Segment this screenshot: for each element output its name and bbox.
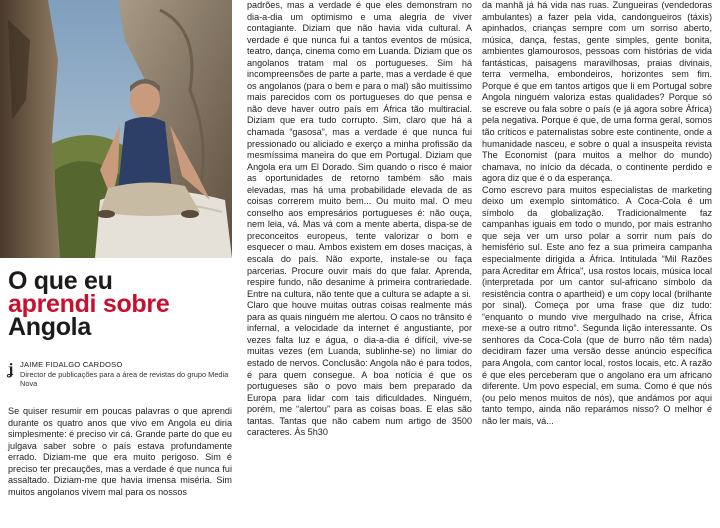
article-column-1 bbox=[8, 406, 232, 498]
paragraph: Se quiser resumir em poucas palavras o que aprendi durante os quatro anos que vivo em Angola eu diria simplesmente: é preciso vir cá. Grande parte do que eu julgava saber sobre o país estava profundamente errado. Diziam-me que era muito perigoso. Sim é preciso ter precauções, mas a verdade é que nunca fui assaltado. Diziam-me que havia imensa miséria. Sim muitos angolanos vivem mal para os nossos bbox=[8, 406, 232, 497]
headline-line-1: O que eu bbox=[8, 267, 113, 295]
headline-line-3: Angola bbox=[8, 313, 91, 341]
paragraph: da manhã já há vida nas ruas. Zungueiras (vendedoras ambulantes) a fazer pela vida, candongueiros (táxis) apinhados, crianças sempre com um sorriso aberto, música, dança, festas, gente simples, gente bonita, ambientes glamourosos, pessoas com histórias de vida fantásticas, paisagens maravilhosas, praias divinais, terra vermelha, embondeiros, horizontes sem fim. Porque é que em tantos artigos que li em Portugal sobre Angola ninguém valoriza estas qualidades? Porque só se escreve ou fala sobre o país (e já agora sobre África) pela negativa. Porque é que, de uma forma geral, somos tão críticos e paternalistas sobre este continente, onde a humanidade nasceu, e sobre o qual a insuspeita revista The Economist (para muitos a melhor do mundo) chamava, no início da década, o continente perdido e agora diz que é o da esperança. bbox=[482, 0, 712, 184]
author-photo bbox=[0, 0, 232, 258]
author-name: JAIME FIDALGO CARDOSO bbox=[20, 360, 123, 369]
article-headline bbox=[8, 267, 228, 341]
author-role: Director de publicações para a área de revistas do grupo Media Nova bbox=[20, 370, 229, 388]
article-column-2 bbox=[247, 0, 472, 439]
byline-mark-icon: ʝ bbox=[8, 361, 14, 378]
paragraph: Claro que houve muitas outras coisas realmente más para as quais ninguém me alertou. O caos no trânsito é infernal, a velocidade da internet é angustiante, por vezes falta luz e água, o dia-a-dia é difícil, vive-se muitas vezes (em Luanda, sublinhe-se) no limiar do estado de nervos. Conclusão: Angola não é para todos, é para quem consegue. A boa notícia é que os portugueses são o povo mais bem preparado da Europa para lidar com tais dificuldades. Ninguém, porém, me “alertou” para as coisas boas. E elas são tantas. Tantas que não cabem num artigo de 3500 caracteres. Às 5h30 bbox=[247, 300, 472, 438]
article-column-3 bbox=[482, 0, 712, 427]
headline-line-2: aprendi sobre bbox=[8, 290, 170, 318]
paragraph: Como escrevo para muitos especialistas de marketing deixo um exemplo sintomático. A Coca-Cola é um símbolo da globalização. Tradicionalmente faz campanhas iguais em todo o mundo, por mais estranho que seja ver um urso polar a sorrir num país do hemisfério sul. Este ano fez a sua primeira campanha especialmente dirigida a África. Intitulada “Mil Razões para Acreditar em África”, usa rostos locais, música local (interpretada por um cantor sul-africano símbolo da resistência contra o apartheid) e um copy local (brilhante por sinal). Começa por uma frase que diz tudo: “enquanto o mundo vive mergulhado na crise, África mexe-se a outro ritmo”. Segunda lição interessante. Os senhores da Coca-Cola (que de burro não têm nada) decidiram fazer uma versão desse anúncio específica para Angola, com cantor local, rostos locais, etc. A razão é que eles perceberam que o angolano era um africano diferente. Um povo especial, em suma. Como é que nós (ou pelo menos muitos de nós), que andámos por aqui tanto tempo, ainda não reparámos nisso? O melhor é não ler mais, vá... bbox=[482, 184, 712, 426]
paragraph: padrões, mas a verdade é que eles demonstram no dia-a-dia um optimismo e uma alegria de viver contagiante. Diziam que não havia vida cultural. A verdade é que nunca fui a tantos eventos de música, teatro, dança, cinema como em Luanda. Diziam que os angolanos tratam mal os portugueses. Sim há incompreensões de parte a parte, mas a verdade é que os angolanos (para o bem e para o mal) são muitíssimo mais parecidos com os portugueses do que pensa e não deve haver outro país em África tão multiracial. Diziam que era tudo corrupto. Sim, claro que há a chamada “gasosa”, mas a verdade é que nunca fui pressionado ou aliciado e exerço a minha profissão da mesmíssima maneira do que em Portugal. Diziam que Angola era um El Dorado. Sim quando o risco é maior as oportunidades de retorno também são mais elevadas, mas há uma probabilidade elevada de as coisas correrem muito bem... Ou muito mal. O meu conselho aos empresários portugueses é: não ouça, nem leia, vá. Mas vá com a mente aberta, dispa-se de preconceitos europeus, tente valorizar o bom e esquecer o mau. Ambos existem em doses maciças, à escala do país. Não exporte, instale-se ou faça parcerias. Procure ouvir mais do que falar. Aprenda, respire fundo, não desanime à primeira contrariedade. Entre na cultura, não tente que a cultura se adapte a si. bbox=[247, 0, 472, 299]
